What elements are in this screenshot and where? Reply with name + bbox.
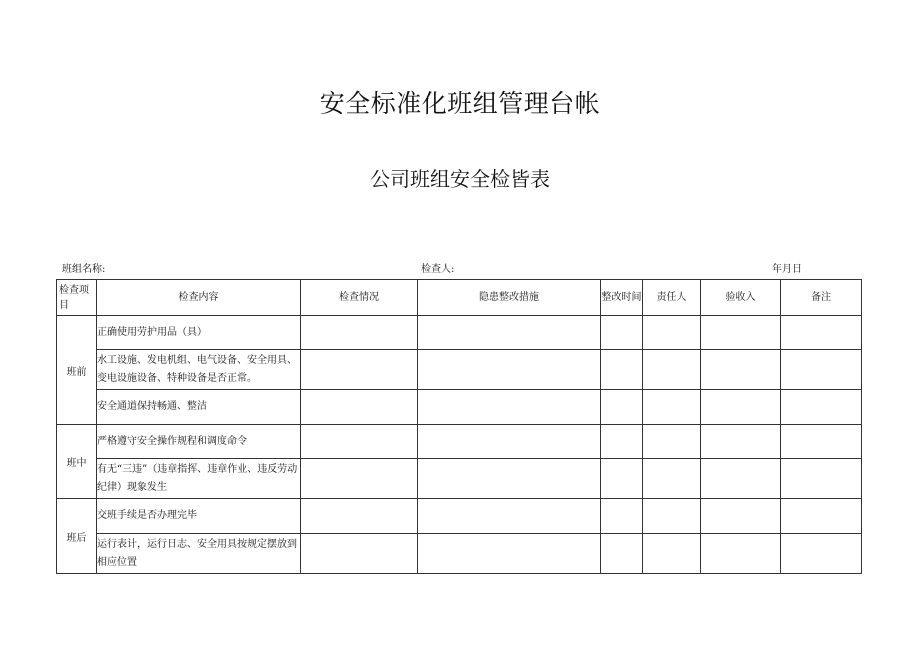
responsible-cell[interactable] — [643, 390, 701, 425]
remarks-cell[interactable] — [781, 350, 862, 390]
phase-cell: 班后 — [57, 499, 97, 574]
table-row — [57, 350, 862, 390]
header-acceptor: 验收入 — [701, 280, 781, 316]
condition-cell[interactable] — [301, 425, 418, 459]
remarks-cell[interactable] — [781, 390, 862, 425]
measures-cell[interactable] — [418, 350, 601, 390]
header-category: 检查项目 — [57, 280, 97, 316]
inspection-table — [56, 279, 862, 574]
table-row — [57, 499, 862, 534]
condition-cell[interactable] — [301, 316, 418, 350]
condition-cell[interactable] — [301, 390, 418, 425]
table-row — [57, 425, 862, 459]
team-name-label: 班组名称: — [62, 264, 106, 275]
deadline-cell[interactable] — [601, 316, 643, 350]
measures-cell[interactable] — [418, 390, 601, 425]
document-subtitle: 公司班组安全检皆表 — [370, 167, 550, 191]
measures-cell[interactable] — [418, 459, 601, 499]
acceptor-cell[interactable] — [701, 350, 781, 390]
measures-cell[interactable] — [418, 499, 601, 534]
acceptor-cell[interactable] — [701, 534, 781, 574]
check-item: 严格遵守安全操作规程和调度命令 — [97, 425, 301, 459]
table-row — [57, 459, 862, 499]
check-item: 有无“三违”（违章指挥、违章作业、违反劳动纪律）现象发生 — [97, 459, 301, 499]
check-item: 运行表计，运行日志、安全用具按规定摆放到相应位置 — [97, 534, 301, 574]
table-row — [57, 316, 862, 350]
remarks-cell[interactable] — [781, 459, 862, 499]
check-item: 交班手续是否办理完毕 — [97, 499, 301, 534]
remarks-cell[interactable] — [781, 534, 862, 574]
deadline-cell[interactable] — [601, 350, 643, 390]
remarks-cell[interactable] — [781, 425, 862, 459]
acceptor-cell[interactable] — [701, 390, 781, 425]
header-deadline: 整改时间 — [601, 280, 643, 316]
deadline-cell[interactable] — [601, 425, 643, 459]
responsible-cell[interactable] — [643, 534, 701, 574]
date-label: 年月日 — [772, 264, 802, 275]
deadline-cell[interactable] — [601, 390, 643, 425]
check-item: 安全通道保持畅通、整洁 — [97, 390, 301, 425]
table-row — [57, 390, 862, 425]
responsible-cell[interactable] — [643, 316, 701, 350]
phase-cell: 班前 — [57, 316, 97, 425]
acceptor-cell[interactable] — [701, 316, 781, 350]
deadline-cell[interactable] — [601, 459, 643, 499]
acceptor-cell[interactable] — [701, 425, 781, 459]
header-measures: 隐患整改措施 — [418, 280, 601, 316]
check-item: 正确使用劳护用品（具） — [97, 316, 301, 350]
responsible-cell[interactable] — [643, 459, 701, 499]
acceptor-cell[interactable] — [701, 499, 781, 534]
condition-cell[interactable] — [301, 459, 418, 499]
measures-cell[interactable] — [418, 534, 601, 574]
responsible-cell[interactable] — [643, 350, 701, 390]
inspector-label: 检查人: — [421, 264, 455, 275]
measures-cell[interactable] — [418, 316, 601, 350]
remarks-cell[interactable] — [781, 499, 862, 534]
responsible-cell[interactable] — [643, 499, 701, 534]
condition-cell[interactable] — [301, 534, 418, 574]
deadline-cell[interactable] — [601, 534, 643, 574]
condition-cell[interactable] — [301, 499, 418, 534]
remarks-cell[interactable] — [781, 316, 862, 350]
header-content: 检查内容 — [97, 280, 301, 316]
check-item: 水工设施、发电机组、电气设备、安全用具、变电设施设备、特种设备是否正常。 — [97, 350, 301, 390]
responsible-cell[interactable] — [643, 425, 701, 459]
header-remarks: 备注 — [781, 280, 862, 316]
measures-cell[interactable] — [418, 425, 601, 459]
header-condition: 检查情况 — [301, 280, 418, 316]
deadline-cell[interactable] — [601, 499, 643, 534]
table-header-row — [57, 280, 862, 316]
document-title: 安全标准化班组管理台帐 — [319, 89, 601, 118]
acceptor-cell[interactable] — [701, 459, 781, 499]
table-row — [57, 534, 862, 574]
phase-cell: 班中 — [57, 425, 97, 499]
condition-cell[interactable] — [301, 350, 418, 390]
header-responsible: 责任人 — [643, 280, 701, 316]
